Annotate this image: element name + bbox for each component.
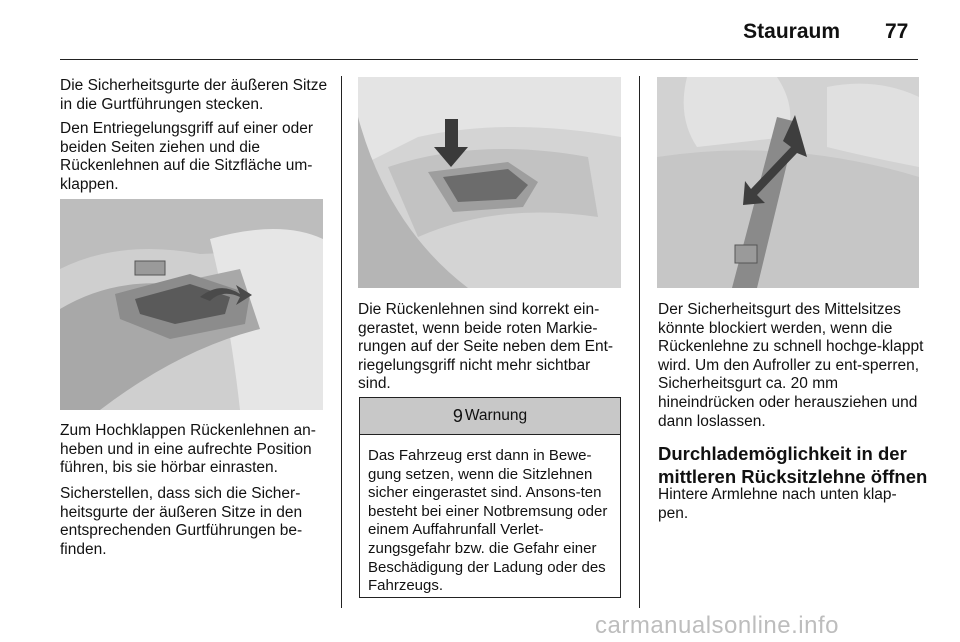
warning-title: Warnung xyxy=(464,407,528,424)
warning-header xyxy=(360,398,620,435)
warning-icon: 9 xyxy=(452,405,463,426)
col1-paragraph-3: Zum Hochklappen Rückenlehnen an-heben und in eine aufrechte Position führen, bis sie hörbar einrasten. xyxy=(60,422,316,477)
col2-paragraph-1: Die Rückenlehnen sind korrekt ein-gerastet, wenn beide roten Markie-rungen auf der Seite neben dem Ent-riegelungsgriff nicht mehr sichtbar sind. xyxy=(358,301,614,393)
watermark: carmanualsonline.info xyxy=(595,612,839,639)
col1-paragraph-2: Den Entriegelungsgriff auf einer oder beiden Seiten ziehen und die Rückenlehnen auf die Sitzfläche um-klappen. xyxy=(60,120,314,193)
header-divider xyxy=(60,59,918,60)
section-title: Stauraum xyxy=(743,20,840,43)
col1-paragraph-1: Die Sicherheitsgurte der äußeren Sitze in die Gurtführungen stecken. xyxy=(60,77,328,113)
figure-seat-locked xyxy=(358,77,621,288)
figure-seat-release-handle xyxy=(60,199,323,410)
col3-paragraph-1: Der Sicherheitsgurt des Mittelsitzes könnte blockiert werden, wenn die Rückenlehne zu schnell hochge-klappt wird. Um den Aufroller zu ent-sperren, Sicherheitsgurt ca. 20 mm hineindrücken oder herausziehen und dann loslassen. xyxy=(658,301,924,430)
warning-box xyxy=(359,397,621,598)
section-heading: Durchlademöglichkeit in der mittleren Rücksitzlehne öffnen xyxy=(658,443,928,487)
figure-center-seatbelt xyxy=(657,77,919,288)
page-number: 77 xyxy=(885,20,909,43)
column-divider-left xyxy=(341,76,342,608)
col1-paragraph-4: Sicherstellen, dass sich die Sicher-heitsgurte der äußeren Sitze in den entsprechenden Gurtführungen be-finden. xyxy=(60,485,303,558)
col3-paragraph-2: Hintere Armlehne nach unten klap-pen. xyxy=(658,486,897,522)
column-divider-right xyxy=(639,76,640,608)
warning-text: Das Fahrzeug erst dann in Bewe-gung setzen, wenn die Sitzlehnen sicher eingerastet sind. Ansons-ten besteht bei einer Notbremsung oder einem Auffahrunfall Verlet-zungsgefahr bzw. die Gefahr einer Beschädigung der Ladung oder des Fahrzeugs. xyxy=(368,447,608,595)
